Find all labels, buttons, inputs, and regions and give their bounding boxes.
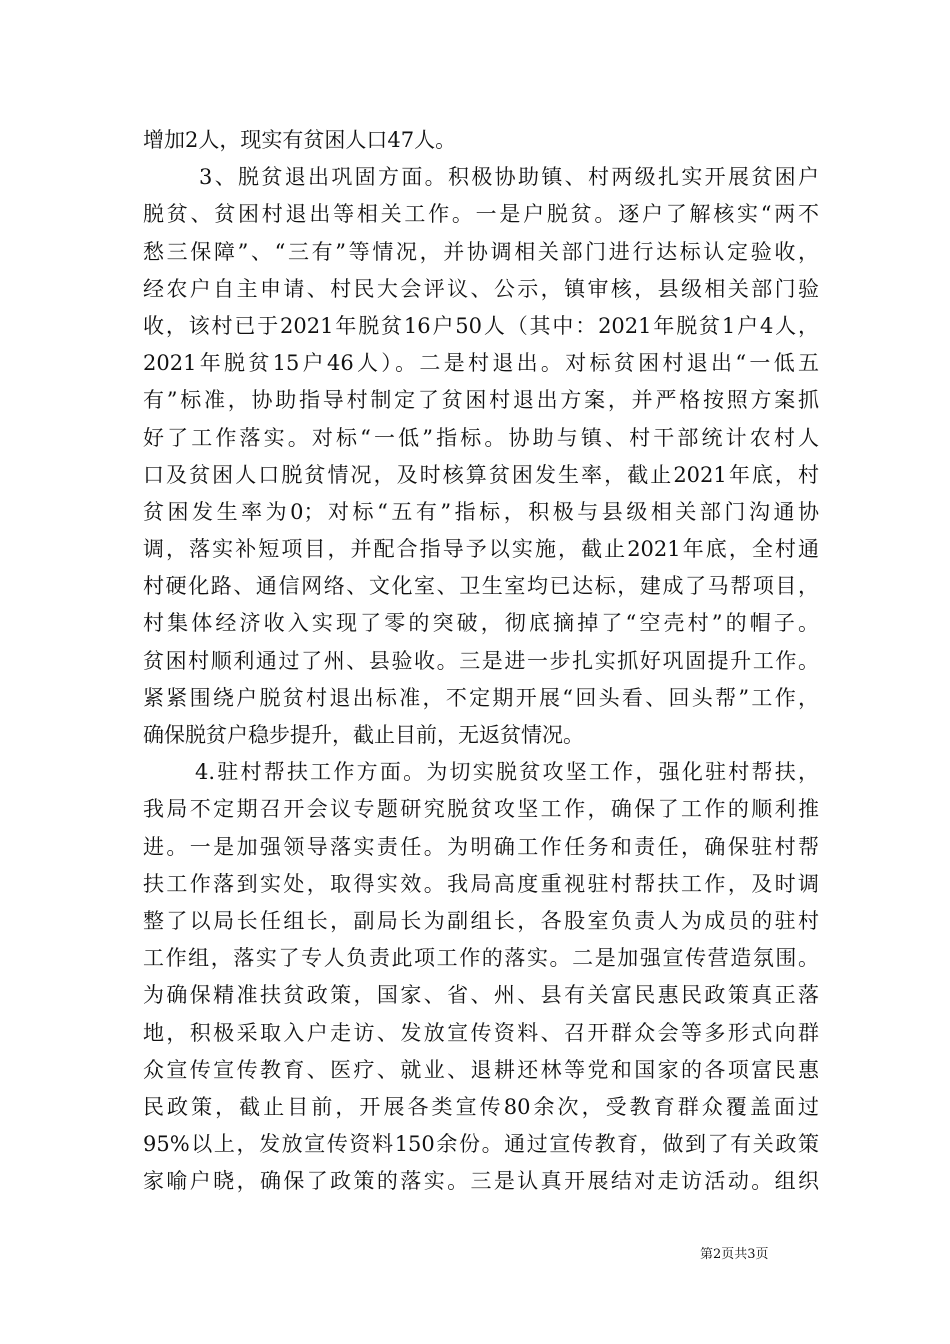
text-line: 增加2人，现实有贫困人口47人。 [143, 128, 457, 152]
text-line: 调，落实补短项目，并配合指导予以实施，截止2021年底，全村通 [143, 537, 819, 562]
text-line: 扶工作落到实处，取得实效。我局高度重视驻村帮扶工作，及时调 [143, 871, 819, 896]
text-line: 确保脱贫户稳步提升，截止目前，无返贫情况。 [143, 723, 584, 747]
text-line: 我局不定期召开会议专题研究脱贫攻坚工作，确保了工作的顺利推 [143, 797, 819, 822]
text-line: 村硬化路、通信网络、文化室、卫生室均已达标，建成了马帮项目， [143, 574, 819, 599]
text-line: 村集体经济收入实现了零的突破，彻底摘掉了“空壳村”的帽子。 [143, 611, 819, 636]
text-line: 好了工作落实。对标“一低”指标。协助与镇、村干部统计农村人 [143, 425, 819, 450]
text-line: 3、脱贫退出巩固方面。积极协助镇、村两级扎实开展贫困户 [199, 165, 819, 190]
text-line: 众宣传宣传教育、医疗、就业、退耕还林等党和国家的各项富民惠 [143, 1057, 819, 1082]
text-line: 经农户自主申请、村民大会评议、公示，镇审核，县级相关部门验 [143, 276, 819, 301]
text-line: 愁三保障”、“三有”等情况，并协调相关部门进行达标认定验收， [143, 239, 819, 264]
body-text [143, 122, 819, 1200]
text-line: 收，该村已于2021年脱贫16户50人（其中：2021年脱贫1户4人， [143, 313, 819, 338]
text-line: 家喻户晓，确保了政策的落实。三是认真开展结对走访活动。组织 [143, 1169, 819, 1194]
text-line: 有”标准，协助指导村制定了贫困村退出方案，并严格按照方案抓 [143, 388, 819, 413]
text-line: 95%以上，发放宣传资料150余份。通过宣传教育，做到了有关政策 [143, 1132, 819, 1157]
text-line: 整了以局长任组长，副局长为副组长，各股室负责人为成员的驻村 [143, 908, 819, 933]
text-line: 口及贫困人口脱贫情况，及时核算贫困发生率，截止2021年底，村 [143, 462, 819, 487]
text-line: 为确保精准扶贫政策，国家、省、州、县有关富民惠民政策真正落 [143, 983, 819, 1008]
text-line: 进。一是加强领导落实责任。为明确工作任务和责任，确保驻村帮 [143, 834, 819, 859]
text-line: 地，积极采取入户走访、发放宣传资料、召开群众会等多形式向群 [143, 1020, 819, 1045]
text-line: 2021年脱贫15户46人）。二是村退出。对标贫困村退出“一低五 [143, 351, 819, 376]
text-line: 贫困村顺利通过了州、县验收。三是进一步扎实抓好巩固提升工作。 [143, 648, 819, 673]
page-number: 第2页共3页 [700, 1247, 769, 1262]
text-line: 脱贫、贫困村退出等相关工作。一是户脱贫。逐户了解核实“两不 [143, 202, 819, 227]
text-line: 民政策，截止目前，开展各类宣传80余次，受教育群众覆盖面过 [143, 1094, 819, 1119]
text-line: 贫困发生率为0；对标“五有”指标，积极与县级相关部门沟通协 [143, 499, 819, 524]
text-line: 紧紧围绕户脱贫村退出标准，不定期开展“回头看、回头帮”工作， [143, 685, 819, 710]
text-line: 工作组，落实了专人负责此项工作的落实。二是加强宣传营造氛围。 [143, 946, 819, 971]
text-line: 4.驻村帮扶工作方面。为切实脱贫攻坚工作，强化驻村帮扶， [195, 760, 819, 785]
